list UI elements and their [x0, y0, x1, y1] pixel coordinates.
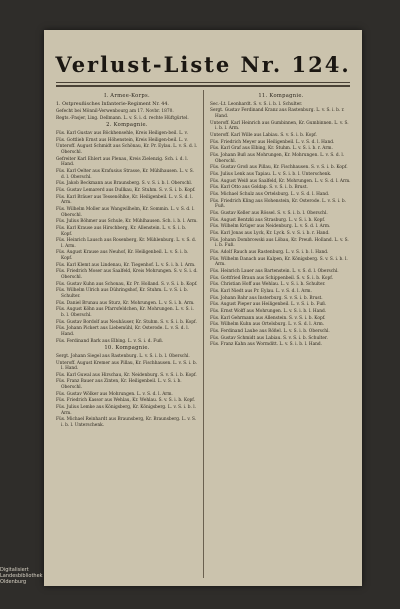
casualty-entry: Füs. Daniel Brunau aus Sturz, Kr. Mohrungen. L. v. S. i. b. Arm.	[56, 300, 195, 306]
casualty-entry: Füs. Heinrich Lausch aus Rosenberg, Kr. Mühlenburg. L. v. S. d. l. Arm.	[56, 238, 197, 249]
watermark-line: Landesbibliothek Oldenburg	[0, 573, 43, 585]
casualty-entry: Füs. Friedrich Kling aus Hohenstein, Kr. Osterode. L. v. S. i. b. Fuß.	[210, 198, 347, 210]
casualty-entry: Füs. Karl Jonas aus Lyck, Kr. Lyck. S. v. S. i. b. r. Hand.	[210, 230, 330, 236]
casualty-entry: Füs. Johann Pickert aus Liebemühl, Kr. Osterode. L. v. S. d. l. Hand.	[56, 326, 190, 337]
casualty-entry: Füs. Karl Gustav aus Böckhensehle, Kreis Heiligen-beil. L. v.	[56, 131, 188, 137]
casualty-entry: Füs. Ernst Wolff aus Mohrungen. L. v. S. i. b. l. Hand.	[210, 309, 327, 315]
casualty-entry: Füs. Karl Krause aus Hirschberg, Kr. Allenstein. L. v. S. i. b. Kopf.	[56, 225, 187, 237]
casualty-entry: Füs. Friedrich Kassor aus Wehlau, Kr. Wehlau. S. v. S. i. b. Kopf.	[56, 398, 196, 404]
casualty-entry: Füs. Heinrich Lauer aus Bartenstein. L. v. S. d. l. Oberschl.	[210, 268, 339, 274]
library-watermark	[0, 567, 70, 585]
casualty-entry: Sergt. Gustav Ferdinand Kranz aus Rastenburg. L. v. S. i. b. r. Hand.	[210, 108, 345, 119]
casualty-entry: Füs. Friedrich Meyer aus Heiligenbeil. L. v. S. d. l. Hand.	[210, 139, 335, 145]
casualty-entry: Füs. Gustav Lemarerd aus Dullkau, Kr. Stuhm. S. v. S. i. b. Kopf.	[56, 187, 196, 193]
casualty-entry: Füs. Friedrich Moser aus Saalfeld, Kreis Mohrungen. S. v. S. i. d. Oberschl.	[56, 269, 198, 281]
casualty-entry: Füs. Karl Graf aus Elbing, Kr. Stuhm. L. v. S. i. b. r. Arm.	[210, 146, 333, 152]
casualty-entry: Füs. Michael Reinhardt aus Braunsberg, Kr. Braunsberg. L. v. S. i. b. l. Unterschenk.	[56, 417, 197, 428]
casualty-entry: Füs. Karl Guwal aus Hirschau, Kr. Neidenburg. S. v. S. i. b. Kopf.	[56, 372, 197, 378]
battle-line: Gefecht bei Mönnil-Verwenbourg am 17. Novbr. 1870.	[56, 109, 174, 115]
casualty-entry: Füs. Wilhelm Ulrich aus Dühringshof, Kr. Stuhm. L. v. S. i. b. Schulter.	[56, 288, 188, 299]
casualty-entry: Füs. Christian Hoff aus Wehlau. L. v. S. i. b. Schulter.	[210, 282, 326, 288]
casualty-entry: Füs. Karl Klemt aus Lindenau, Kr. Tiegenhof. L. v. S. i. b. l. Arm.	[56, 262, 196, 268]
casualty-entry: Füs. August Weiß aus Saalfeld, Kr. Mohrungen. L. v. S. d. l. Arm.	[210, 178, 351, 184]
casualty-entry: Füs. Gustav Bordolf aus Neuhäuser, Kr. Stuhm. S. v. S. i. b. Kopf.	[56, 319, 197, 325]
right-column	[210, 92, 352, 349]
casualty-entry: Füs. August Pieper aus Heiligenbeil. L. v. S. i. b. Fuß.	[210, 302, 327, 308]
casualty-entry: Füs. Julius Böhmer aus Schule, Kr. Mühlhausen. Sch. i. b. l. Arm.	[56, 219, 198, 225]
page-title: Verlust-Liste Nr. 124.	[55, 52, 351, 77]
casualty-entry: Gefreiter Karl Ehlert aus Plenau, Kreis Zielenzig. Sch. i. d. l. Hand.	[56, 156, 188, 168]
casualty-entry: Füs. Michael Schulz aus Ortelsburg. L. v. S. d. l. Hand.	[210, 191, 330, 197]
casualty-entry: Füs. Gottfried Braun aus Schippenbeil. S. v. S. i. b. Kopf.	[210, 275, 334, 281]
casualty-entry: Füs. Wilhelm Moller aus Wangwilhelm, Kr. Sommin. L. v. S. d. l. Oberschl.	[56, 206, 195, 218]
casualty-list	[210, 102, 352, 348]
casualty-entry: Füs. Wilhelm Kuhn aus Ortelsburg. L. v. S. d. l. Arm.	[210, 322, 325, 328]
company-heading: 11. Kompagnie.	[258, 93, 304, 99]
casualty-entry: Füs. August Köhn aus Pfarrsfeldchen, Kr. Mohrungen. L. v. S. i. b. l. Oberschl.	[56, 307, 194, 318]
casualty-entry: Füs. Julius Lemke aus Königsberg, Kr. Königsberg. L. v. S. i. b. l. Arm.	[56, 405, 196, 416]
intro-entry: Regts.-Fnsjer, Ling. Dellmann. L. v. S. i. d. rechte Hüftgürtel.	[56, 115, 189, 121]
casualty-entry: Füs. Ferdinand Laube aus Rößel. L. v. S. i. b. Oberschl.	[210, 329, 330, 335]
watermark-line: Digitalisiert	[0, 567, 29, 573]
casualty-entry: Füs. Johann Buß aus Mohrungen, Kr. Mohrungen. L. v. S. d. l. Oberschl.	[210, 152, 345, 164]
casualty-entry: Sergt. Johann Siegel aus Rastenburg. L. v. S. i. b. l. Oberschl.	[56, 353, 190, 359]
regiment-heading: 1. Ostpreußisches Infanterie-Regiment Nr. 44.	[56, 101, 169, 107]
casualty-entry: Füs. August Krause aus Neuhof, Kr. Heiligenbeil. L. v. S. i. b. Kopf.	[56, 250, 189, 262]
left-column	[56, 92, 198, 430]
casualty-entry: Füs. Karl Niedt aus Pr. Eylau. L. v. S. d. l. Arm.	[210, 288, 312, 294]
title-rule	[56, 82, 350, 83]
casualty-entry: Unteroff. August Schmidt aus Schönau, Kr. Pr. Eylau. L. v. S. d. l. Oberschl.	[56, 144, 198, 156]
casualty-entry: Unteroff. Karl Heinrich aus Gumbinnen, Kr. Gumbinnen. L. v. S. i. b. l. Arm.	[210, 120, 349, 132]
casualty-entry: Füs. Johann Dombrowski aus Löbau, Kr. Preuß. Holland. L. v. S. i. b. Fuß.	[210, 237, 349, 249]
casualty-entry: Füs. Gustav Kuhn aus Schonau, Kr. Pr. Holland. S. v. S. i. b. Kopf.	[56, 281, 198, 287]
casualty-entry: Füs. Franz Bauer aus Zinten, Kr. Heiligenbeil. L. v. S. i. b. Oberschl.	[56, 379, 182, 391]
company-heading: 10. Kompagnie.	[104, 345, 150, 352]
casualty-entry: Füs. Gottlieb Ernst aus Höhenstein, Kreis Heiligen-beil. L. v.	[56, 137, 188, 143]
casualty-entry: Füs. Karl Otto aus Goldap. S. v. S. i. b. Brust.	[210, 185, 308, 191]
casualty-list	[56, 354, 198, 429]
company-heading: 2. Kompagnie.	[106, 122, 148, 129]
column-divider	[203, 90, 204, 578]
casualty-entry: Unteroff. August Kremer aus Pillau, Kr. Fischhausen. L. v. S. i. b. l. Hand.	[56, 360, 198, 372]
casualty-entry: Füs. Karl Gehrmann aus Allenstein. S. v. S. i. b. Kopf.	[210, 315, 326, 321]
casualty-list	[56, 131, 198, 344]
casualty-entry: Unteroff. Karl Wille aus Labiau. S. v. S. i. b. Kopf.	[210, 132, 317, 138]
casualty-entry: Füs. Julius Lenk aus Tapiau. L. v. S. i. b. l. Unterschenk.	[210, 171, 332, 177]
casualty-entry: Füs. Adolf Rauch aus Rastenburg. L. v. S. i. b. l. Hand.	[210, 249, 329, 255]
casualty-entry: Füs. Karl Oelter aus Krafusius Strasse, Kr. Mühlhausen. L. v. S. d. l. Oberschl.	[56, 169, 194, 180]
casualty-entry: Füs. Jakob Beckmann aus Braunsberg. S. v. S. i. b. l. Oberschl.	[56, 181, 193, 187]
document-page	[44, 30, 362, 586]
casualty-entry: Füs. Wilhelm Krüger aus Neidenburg. L. v. S. d. l. Arm.	[210, 224, 331, 230]
casualty-entry: Füs. Gustav Keller aus Rössel. S. v. S. i. b. l. Oberschl.	[210, 210, 328, 216]
casualty-entry: Füs. Ferdinand Bark aus Elbing. L. v. S. i. d. Fuß.	[56, 338, 164, 344]
casualty-entry: Füs. Karl Bräuer aus Tessenöhlke, Kr. Heiligenbeil. L. v. S. d. l. Arm.	[56, 194, 193, 206]
casualty-entry: Füs. Gustav Wölker aus Mohrungen. L. v. S. d. l. Arm.	[56, 391, 173, 397]
corps-heading: I. Armee-Korps.	[104, 93, 150, 99]
casualty-entry: Füs. Johann Bahr aus Insterburg. S. v. S. i. b. Brust.	[210, 295, 323, 301]
title-rule-thick	[56, 85, 350, 87]
casualty-entry: Füs. Wilhelm Danach aus Kalpen, Kr. Königsberg. S. v. S. i. b. l. Arm.	[210, 256, 348, 268]
casualty-entry: Füs. Gustav Schmidt aus Labiau. S. v. S. i. b. Schulter.	[210, 335, 328, 341]
casualty-entry: Füs. Gustav Groß aus Pillau, Kr. Fischhausen. S. v. S. i. b. Kopf.	[210, 165, 348, 171]
casualty-entry: Sec.-Lt. Leonhardt. S. v. S. i. b. l. Schulter.	[210, 101, 303, 107]
casualty-entry: Füs. August Bentzki aus Strasburg. L. v. S. i. b. Kopf.	[210, 217, 326, 223]
casualty-entry: Füs. Franz Kahn aus Wormditt. L. v. S. i. b. l. Hand.	[210, 342, 323, 348]
